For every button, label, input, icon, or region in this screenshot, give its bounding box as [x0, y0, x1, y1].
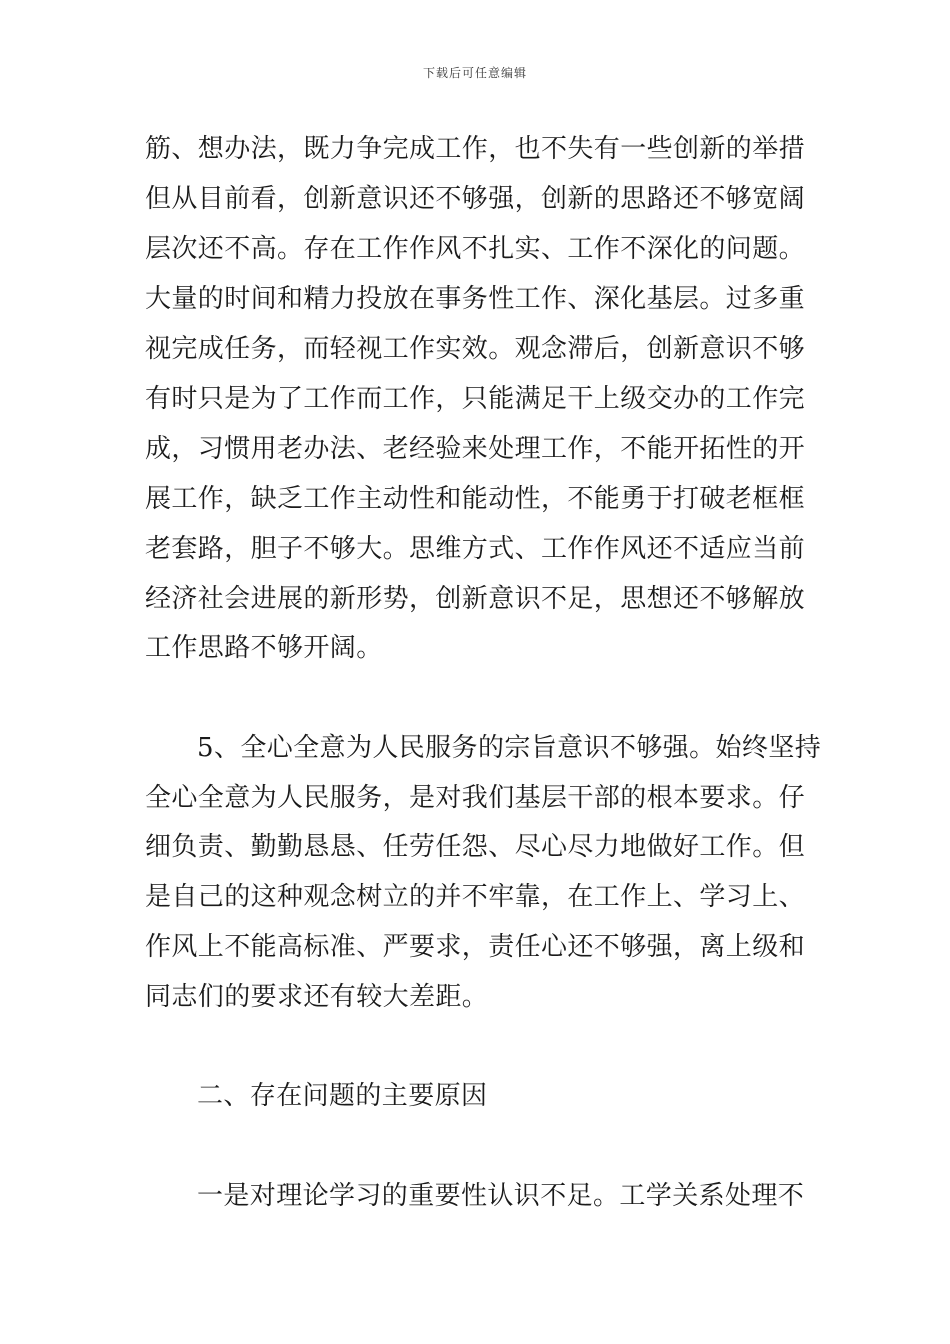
text-line: 工作思路不够开阔。 [145, 633, 383, 663]
text-line: 全心全意为人民服务，是对我们基层干部的根本要求。仔 [145, 783, 806, 813]
text-line: 经济社会进展的新形势，创新意识不足，思想还不够解放 [145, 584, 806, 614]
text-line: 细负责、勤勤恳恳、任劳任怨、尽心尽力地做好工作。但 [145, 832, 806, 862]
text-line: 是自己的这种观念树立的并不牢靠，在工作上、学习上、 [145, 882, 806, 912]
text-line: 有时只是为了工作而工作，只能满足干上级交办的工作完 [145, 384, 806, 414]
paragraph-start-line: 一是对理论学习的重要性认识不足。工学关系处理不 [197, 1181, 805, 1211]
text-line: 层次还不高。存在工作作风不扎实、工作不深化的问题。 [145, 234, 806, 264]
text-line: 大量的时间和精力投放在事务性工作、深化基层。过多重 [145, 284, 806, 314]
text-line: 老套路，胆子不够大。思维方式、工作作风还不适应当前 [145, 534, 806, 564]
text-line: 成，习惯用老办法、老经验来处理工作，不能开拓性的开 [145, 434, 806, 464]
page-header: 下载后可任意编辑 [422, 66, 527, 80]
text-line: 展工作，缺乏工作主动性和能动性，不能勇于打破老框框 [145, 484, 806, 514]
section-heading: 二、存在问题的主要原因 [197, 1081, 488, 1111]
paragraph-start-line: 5、全心全意为人民服务的宗旨意识不够强。始终坚持 [197, 733, 822, 763]
text-line: 作风上不能高标准、严要求，责任心还不够强，离上级和 [145, 932, 806, 962]
text-line: 但从目前看，创新意识还不够强，创新的思路还不够宽阔 [145, 184, 806, 214]
text-line: 筋、想办法，既力争完成工作，也不失有一些创新的举措 [145, 134, 806, 164]
text-line: 视完成任务，而轻视工作实效。观念滞后，创新意识不够 [145, 334, 806, 364]
text-line: 同志们的要求还有较大差距。 [145, 982, 489, 1012]
